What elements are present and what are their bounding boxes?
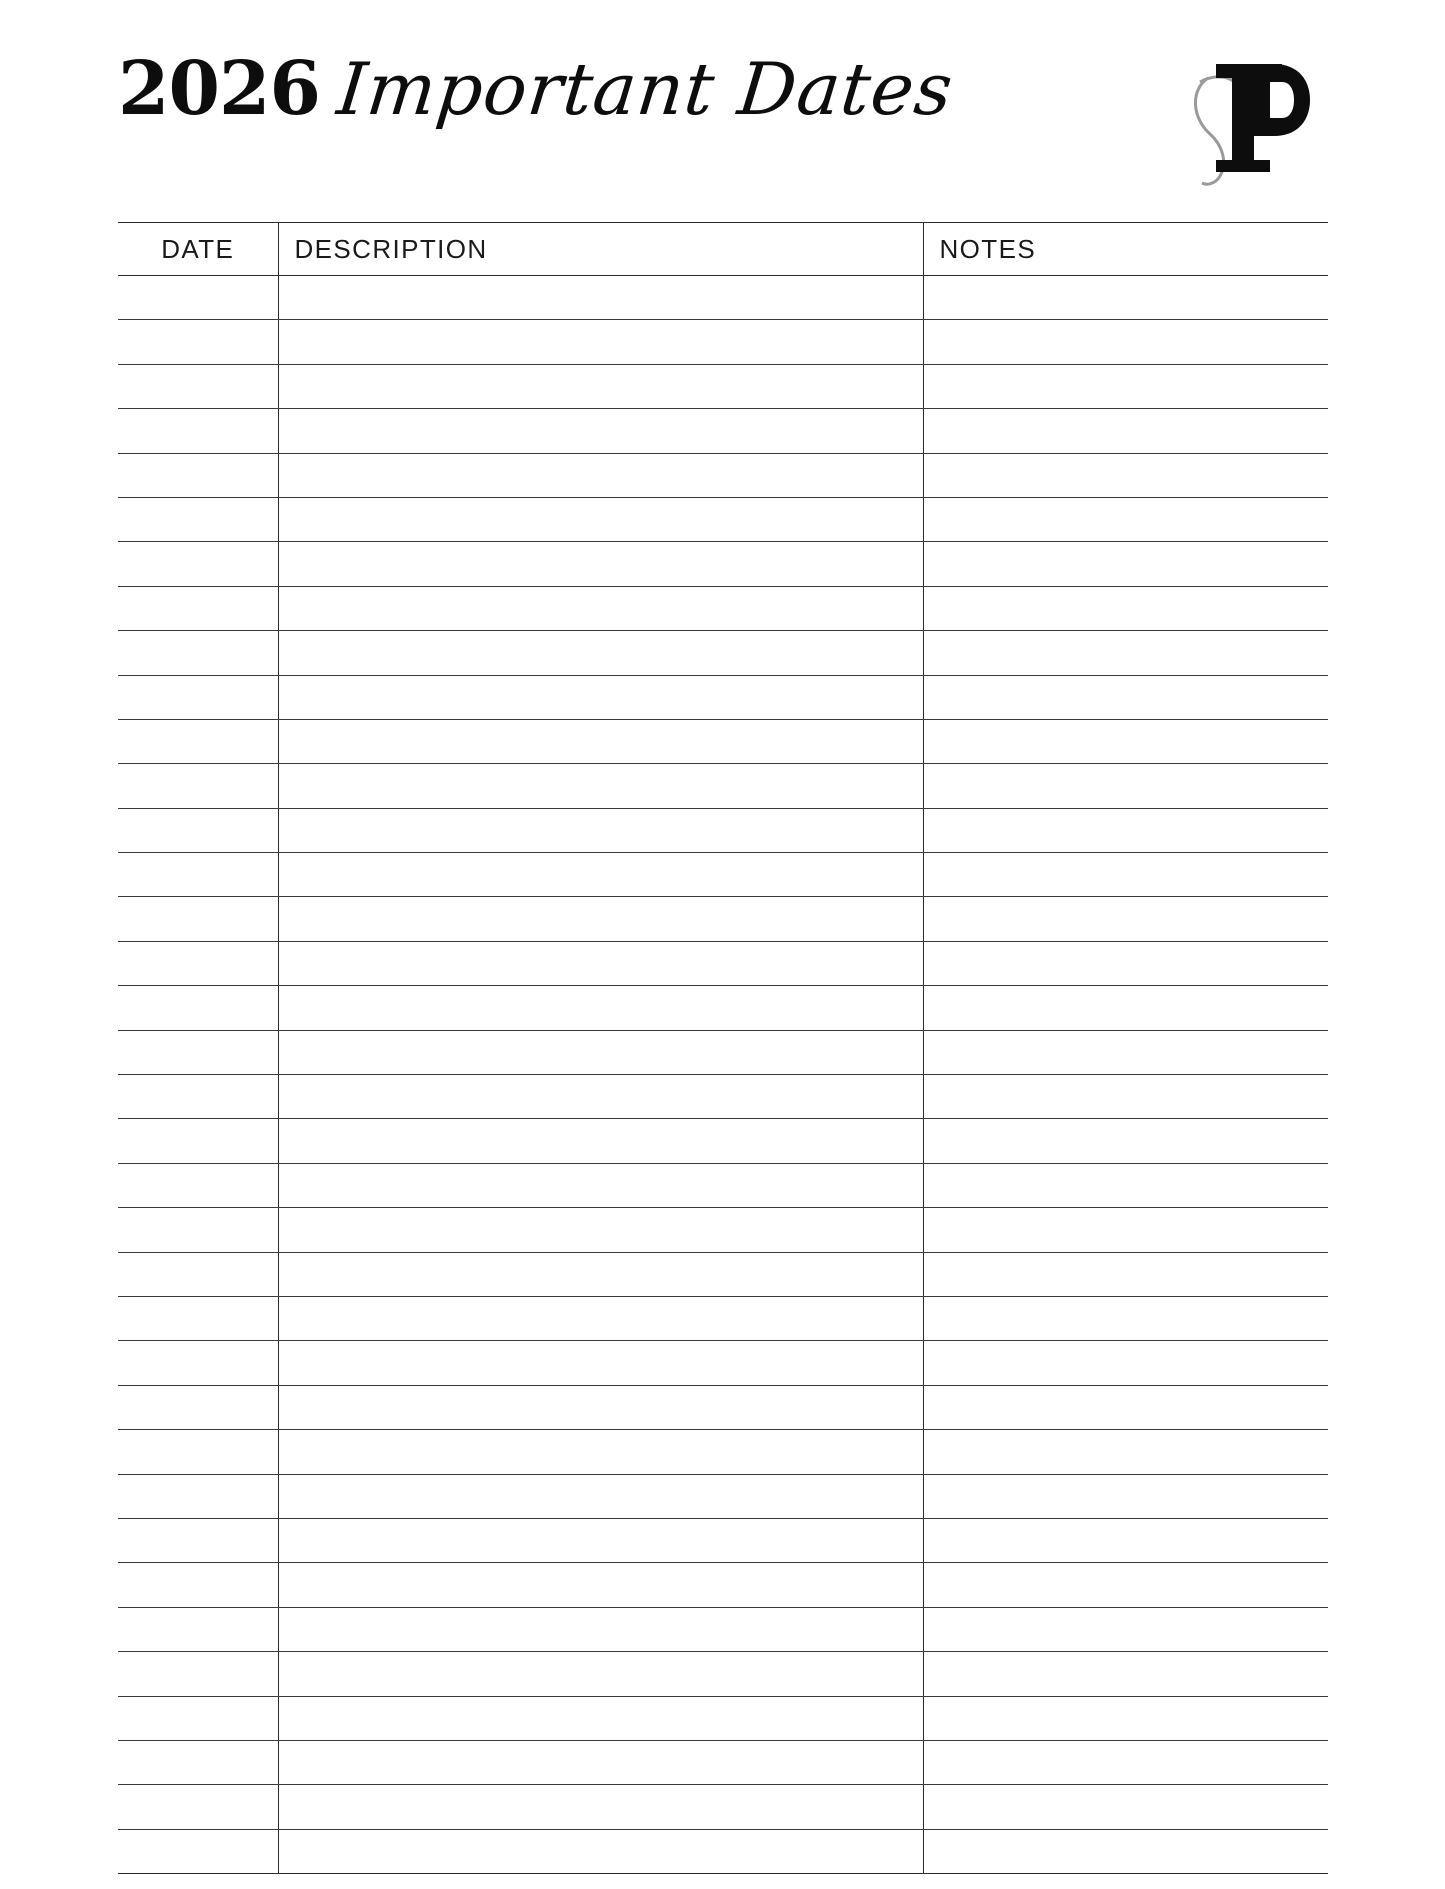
cell-date[interactable]	[118, 1385, 278, 1429]
cell-notes-text[interactable]	[924, 1119, 1329, 1162]
cell-description[interactable]	[278, 1119, 923, 1163]
cell-notes-text[interactable]	[924, 764, 1329, 807]
cell-notes[interactable]	[923, 1208, 1328, 1252]
table-row	[118, 1296, 1328, 1340]
cell-description[interactable]	[278, 1385, 923, 1429]
cell-date-text[interactable]	[118, 1475, 278, 1518]
table-row	[118, 764, 1328, 808]
cell-notes[interactable]	[923, 941, 1328, 985]
cell-notes[interactable]	[923, 1119, 1328, 1163]
cell-description[interactable]	[278, 586, 923, 630]
cell-description[interactable]	[278, 1430, 923, 1474]
cell-notes[interactable]	[923, 1252, 1328, 1296]
cell-description-text[interactable]	[279, 809, 923, 852]
cell-date-text[interactable]	[118, 1785, 278, 1828]
cell-description-text[interactable]	[279, 320, 923, 363]
cell-notes[interactable]	[923, 276, 1328, 320]
page-header	[118, 42, 1328, 172]
cell-description-text[interactable]	[279, 1341, 923, 1384]
table-row	[118, 675, 1328, 719]
cell-date-text[interactable]	[118, 1031, 278, 1074]
cell-description[interactable]	[278, 453, 923, 497]
cell-notes[interactable]	[923, 897, 1328, 941]
cell-date[interactable]	[118, 1652, 278, 1696]
cell-description[interactable]	[278, 497, 923, 541]
cell-date-text[interactable]	[118, 1697, 278, 1740]
cell-date[interactable]	[118, 1607, 278, 1651]
cell-date-text[interactable]	[118, 986, 278, 1029]
cell-description-text[interactable]	[279, 1386, 923, 1429]
table-row	[118, 853, 1328, 897]
cell-date[interactable]	[118, 1696, 278, 1740]
cell-notes-text[interactable]	[924, 365, 1329, 408]
cell-notes-text[interactable]	[924, 1785, 1329, 1828]
cell-date-text[interactable]	[118, 1563, 278, 1606]
table-body	[118, 276, 1328, 1874]
cell-description[interactable]	[278, 1252, 923, 1296]
cell-date[interactable]	[118, 542, 278, 586]
cell-date-text[interactable]	[118, 1119, 278, 1162]
cell-date-text[interactable]	[118, 1075, 278, 1118]
table-header	[118, 223, 1328, 276]
cell-description[interactable]	[278, 897, 923, 941]
cell-date-text[interactable]	[118, 320, 278, 363]
cell-date-text[interactable]	[118, 942, 278, 985]
cell-date[interactable]	[118, 1474, 278, 1518]
cell-date[interactable]	[118, 1119, 278, 1163]
cell-date-text[interactable]	[118, 1652, 278, 1695]
cell-description-text[interactable]	[279, 1652, 923, 1695]
table-row	[118, 364, 1328, 408]
column-header-description: DESCRIPTION	[278, 223, 923, 276]
table-row	[118, 631, 1328, 675]
cell-date-text[interactable]	[118, 1253, 278, 1296]
cell-description-text[interactable]	[279, 1297, 923, 1340]
cell-description[interactable]	[278, 1563, 923, 1607]
table-row	[118, 719, 1328, 763]
table-row	[118, 276, 1328, 320]
cell-notes[interactable]	[923, 1341, 1328, 1385]
cell-date[interactable]	[118, 453, 278, 497]
cell-description[interactable]	[278, 276, 923, 320]
cell-description-text[interactable]	[279, 498, 923, 541]
cell-date-text[interactable]	[118, 1297, 278, 1340]
cell-description[interactable]	[278, 1296, 923, 1340]
cell-description[interactable]	[278, 986, 923, 1030]
cell-description-text[interactable]	[279, 1563, 923, 1606]
cell-description-text[interactable]	[279, 1741, 923, 1784]
cell-description-text[interactable]	[279, 1119, 923, 1162]
cell-description-text[interactable]	[279, 897, 923, 940]
cell-notes[interactable]	[923, 1075, 1328, 1119]
cell-notes-text[interactable]	[924, 1297, 1329, 1340]
cell-description-text[interactable]	[279, 942, 923, 985]
cell-description-text[interactable]	[279, 542, 923, 585]
cell-description[interactable]	[278, 1075, 923, 1119]
cell-date[interactable]	[118, 1296, 278, 1340]
cell-date[interactable]	[118, 1785, 278, 1829]
cell-date-text[interactable]	[118, 1208, 278, 1251]
cell-notes-text[interactable]	[924, 1608, 1329, 1651]
cell-notes-text[interactable]	[924, 1830, 1329, 1873]
cell-description-text[interactable]	[279, 1031, 923, 1074]
table-row	[118, 1075, 1328, 1119]
cell-notes-text[interactable]	[924, 454, 1329, 497]
cell-description-text[interactable]	[279, 1608, 923, 1651]
cell-date[interactable]	[118, 1030, 278, 1074]
cell-notes-text[interactable]	[924, 1430, 1329, 1473]
cell-description-text[interactable]	[279, 276, 923, 319]
cell-description-text[interactable]	[279, 853, 923, 896]
cell-notes[interactable]	[923, 542, 1328, 586]
cell-description[interactable]	[278, 764, 923, 808]
table-row	[118, 1119, 1328, 1163]
cell-notes-text[interactable]	[924, 1475, 1329, 1518]
cell-date-text[interactable]	[118, 1519, 278, 1562]
cell-notes-text[interactable]	[924, 1697, 1329, 1740]
table-row	[118, 453, 1328, 497]
cell-notes-text[interactable]	[924, 498, 1329, 541]
cell-notes[interactable]	[923, 1652, 1328, 1696]
table-row	[118, 986, 1328, 1030]
cell-description-text[interactable]	[279, 365, 923, 408]
cell-description-text[interactable]	[279, 1475, 923, 1518]
cell-date[interactable]	[118, 764, 278, 808]
cell-description[interactable]	[278, 808, 923, 852]
cell-description[interactable]	[278, 542, 923, 586]
table-row	[118, 542, 1328, 586]
cell-notes[interactable]	[923, 1430, 1328, 1474]
cell-date[interactable]	[118, 586, 278, 630]
table-row	[118, 1563, 1328, 1607]
cell-date[interactable]	[118, 1075, 278, 1119]
cell-date-text[interactable]	[118, 1164, 278, 1207]
cell-notes-text[interactable]	[924, 1208, 1329, 1251]
cell-description[interactable]	[278, 853, 923, 897]
cell-description[interactable]	[278, 719, 923, 763]
cell-date[interactable]	[118, 1518, 278, 1562]
table-row	[118, 497, 1328, 541]
cell-notes-text[interactable]	[924, 897, 1329, 940]
cell-notes[interactable]	[923, 1474, 1328, 1518]
table-row	[118, 1430, 1328, 1474]
cell-description[interactable]	[278, 1740, 923, 1784]
cell-notes-text[interactable]	[924, 986, 1329, 1029]
cell-date-text[interactable]	[118, 498, 278, 541]
table-row	[118, 1030, 1328, 1074]
cell-date[interactable]	[118, 1252, 278, 1296]
cell-description-text[interactable]	[279, 764, 923, 807]
cell-date[interactable]	[118, 1563, 278, 1607]
cell-notes-text[interactable]	[924, 853, 1329, 896]
cell-date-text[interactable]	[118, 1386, 278, 1429]
cell-date[interactable]	[118, 1341, 278, 1385]
cell-date-text[interactable]	[118, 720, 278, 763]
cell-notes[interactable]	[923, 586, 1328, 630]
cell-date-text[interactable]	[118, 454, 278, 497]
cell-notes[interactable]	[923, 1518, 1328, 1562]
table-row	[118, 1652, 1328, 1696]
cell-description[interactable]	[278, 1696, 923, 1740]
cell-notes[interactable]	[923, 808, 1328, 852]
cell-date[interactable]	[118, 364, 278, 408]
cell-notes[interactable]	[923, 453, 1328, 497]
brand-logo-p-icon	[1170, 52, 1320, 192]
cell-notes[interactable]	[923, 631, 1328, 675]
table-header-row	[118, 223, 1328, 276]
cell-description[interactable]	[278, 1652, 923, 1696]
cell-notes[interactable]	[923, 1296, 1328, 1340]
cell-date[interactable]	[118, 808, 278, 852]
cell-description[interactable]	[278, 631, 923, 675]
cell-notes[interactable]	[923, 1740, 1328, 1784]
cell-date-text[interactable]	[118, 1341, 278, 1384]
cell-description-text[interactable]	[279, 1164, 923, 1207]
cell-description[interactable]	[278, 1341, 923, 1385]
cell-date[interactable]	[118, 497, 278, 541]
cell-date[interactable]	[118, 320, 278, 364]
cell-date[interactable]	[118, 986, 278, 1030]
cell-notes[interactable]	[923, 1696, 1328, 1740]
cell-notes[interactable]	[923, 497, 1328, 541]
cell-notes-text[interactable]	[924, 809, 1329, 852]
cell-description[interactable]	[278, 409, 923, 453]
cell-notes-text[interactable]	[924, 1519, 1329, 1562]
cell-notes-text[interactable]	[924, 1386, 1329, 1429]
cell-notes[interactable]	[923, 1163, 1328, 1207]
important-dates-sheet	[118, 222, 1328, 1830]
cell-notes-text[interactable]	[924, 1741, 1329, 1784]
cell-date-text[interactable]	[118, 1830, 278, 1873]
cell-description-text[interactable]	[279, 1830, 923, 1873]
cell-notes-text[interactable]	[924, 676, 1329, 719]
cell-date-text[interactable]	[118, 276, 278, 319]
cell-description[interactable]	[278, 1785, 923, 1829]
cell-date[interactable]	[118, 276, 278, 320]
table-row	[118, 1518, 1328, 1562]
cell-notes[interactable]	[923, 364, 1328, 408]
cell-date-text[interactable]	[118, 1741, 278, 1784]
cell-notes[interactable]	[923, 1607, 1328, 1651]
cell-notes-text[interactable]	[924, 276, 1329, 319]
cell-description[interactable]	[278, 1607, 923, 1651]
cell-notes-text[interactable]	[924, 1075, 1329, 1118]
cell-date-text[interactable]	[118, 409, 278, 452]
cell-description-text[interactable]	[279, 409, 923, 452]
cell-description[interactable]	[278, 941, 923, 985]
important-dates-table	[118, 222, 1328, 1874]
cell-notes-text[interactable]	[924, 1164, 1329, 1207]
cell-date[interactable]	[118, 1740, 278, 1784]
table-row	[118, 586, 1328, 630]
cell-date[interactable]	[118, 675, 278, 719]
table-row	[118, 1696, 1328, 1740]
cell-date[interactable]	[118, 1208, 278, 1252]
cell-description-text[interactable]	[279, 587, 923, 630]
table-row	[118, 1474, 1328, 1518]
cell-notes[interactable]	[923, 1385, 1328, 1429]
cell-notes[interactable]	[923, 320, 1328, 364]
cell-date-text[interactable]	[118, 1430, 278, 1473]
table-row	[118, 1785, 1328, 1829]
cell-date-text[interactable]	[118, 631, 278, 674]
cell-date-text[interactable]	[118, 853, 278, 896]
cell-description[interactable]	[278, 1208, 923, 1252]
cell-date[interactable]	[118, 897, 278, 941]
column-header-notes: NOTES	[923, 223, 1328, 276]
cell-description-text[interactable]	[279, 1697, 923, 1740]
cell-notes-text[interactable]	[924, 1341, 1329, 1384]
cell-description[interactable]	[278, 1163, 923, 1207]
table-row	[118, 941, 1328, 985]
table-row	[118, 897, 1328, 941]
cell-date-text[interactable]	[118, 676, 278, 719]
cell-description[interactable]	[278, 1829, 923, 1873]
cell-date[interactable]	[118, 1430, 278, 1474]
cell-date[interactable]	[118, 1829, 278, 1873]
cell-notes[interactable]	[923, 1563, 1328, 1607]
cell-date-text[interactable]	[118, 542, 278, 585]
cell-notes-text[interactable]	[924, 1652, 1329, 1695]
cell-description[interactable]	[278, 364, 923, 408]
table-row	[118, 1252, 1328, 1296]
cell-date-text[interactable]	[118, 764, 278, 807]
cell-description-text[interactable]	[279, 676, 923, 719]
cell-date-text[interactable]	[118, 587, 278, 630]
cell-date[interactable]	[118, 853, 278, 897]
table-row	[118, 1829, 1328, 1873]
cell-description-text[interactable]	[279, 1785, 923, 1828]
cell-date-text[interactable]	[118, 897, 278, 940]
cell-date-text[interactable]	[118, 809, 278, 852]
table-row	[118, 1208, 1328, 1252]
cell-description[interactable]	[278, 320, 923, 364]
cell-date-text[interactable]	[118, 365, 278, 408]
table-row	[118, 1740, 1328, 1784]
table-row	[118, 808, 1328, 852]
cell-notes-text[interactable]	[924, 720, 1329, 763]
cell-description[interactable]	[278, 1030, 923, 1074]
table-row	[118, 1341, 1328, 1385]
cell-notes-text[interactable]	[924, 1031, 1329, 1074]
table-row	[118, 1607, 1328, 1651]
cell-date[interactable]	[118, 631, 278, 675]
cell-description-text[interactable]	[279, 1253, 923, 1296]
cell-notes[interactable]	[923, 719, 1328, 763]
cell-description[interactable]	[278, 1518, 923, 1562]
page-title	[118, 42, 958, 132]
cell-date[interactable]	[118, 409, 278, 453]
cell-notes[interactable]	[923, 1785, 1328, 1829]
cell-description[interactable]	[278, 1474, 923, 1518]
column-header-date: DATE	[118, 223, 278, 276]
cell-date[interactable]	[118, 1163, 278, 1207]
cell-notes[interactable]	[923, 1030, 1328, 1074]
cell-notes[interactable]	[923, 1829, 1328, 1873]
cell-notes-text[interactable]	[924, 587, 1329, 630]
table-row	[118, 409, 1328, 453]
table-row	[118, 1163, 1328, 1207]
cell-notes[interactable]	[923, 675, 1328, 719]
cell-notes-text[interactable]	[924, 409, 1329, 452]
cell-date[interactable]	[118, 941, 278, 985]
table-row	[118, 320, 1328, 364]
table-row	[118, 1385, 1328, 1429]
cell-description-text[interactable]	[279, 631, 923, 674]
cell-date-text[interactable]	[118, 1608, 278, 1651]
cell-notes[interactable]	[923, 764, 1328, 808]
cell-description-text[interactable]	[279, 986, 923, 1029]
cell-notes-text[interactable]	[924, 631, 1329, 674]
cell-description-text[interactable]	[279, 1519, 923, 1562]
cell-notes-text[interactable]	[924, 320, 1329, 363]
cell-notes-text[interactable]	[924, 542, 1329, 585]
cell-notes-text[interactable]	[924, 1563, 1329, 1606]
cell-notes-text[interactable]	[924, 942, 1329, 985]
cell-date[interactable]	[118, 719, 278, 763]
cell-description-text[interactable]	[279, 720, 923, 763]
cell-notes[interactable]	[923, 853, 1328, 897]
cell-description-text[interactable]	[279, 1208, 923, 1251]
title-script: Important Dates	[333, 47, 958, 131]
title-year: 2026	[118, 46, 320, 132]
cell-description-text[interactable]	[279, 1430, 923, 1473]
cell-notes[interactable]	[923, 409, 1328, 453]
cell-description-text[interactable]	[279, 1075, 923, 1118]
cell-description-text[interactable]	[279, 454, 923, 497]
cell-notes[interactable]	[923, 986, 1328, 1030]
cell-notes-text[interactable]	[924, 1253, 1329, 1296]
cell-description[interactable]	[278, 675, 923, 719]
